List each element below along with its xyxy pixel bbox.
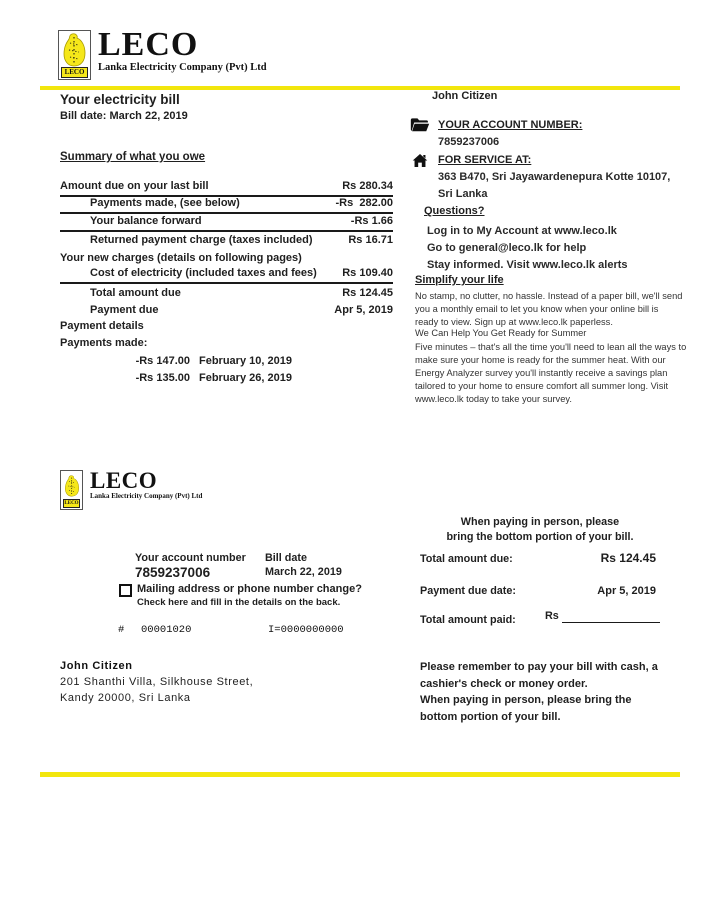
leco-logo-box-label: LECO bbox=[61, 67, 88, 78]
table-row bbox=[60, 179, 393, 197]
table-row bbox=[60, 267, 393, 285]
table-row bbox=[60, 284, 393, 302]
mailing-name: John Citizen bbox=[60, 660, 133, 672]
row-label: Returned payment charge (taxes included) bbox=[90, 234, 313, 246]
row-value: Apr 5, 2019 bbox=[334, 304, 393, 316]
hash-symbol: # bbox=[118, 624, 125, 636]
questions-heading: Questions? bbox=[424, 205, 485, 217]
row-value: -Rs 282.00 bbox=[335, 197, 393, 209]
total-due-row bbox=[420, 551, 656, 565]
summary-table bbox=[60, 179, 393, 319]
total-paid-label: Total amount paid: bbox=[420, 614, 516, 626]
total-due-value: Rs 124.45 bbox=[600, 551, 656, 565]
total-due-label: Total amount due: bbox=[420, 553, 513, 565]
page-title: Your electricity bill bbox=[60, 92, 180, 107]
note-line: cashier's check or money order. bbox=[420, 677, 588, 690]
payment-amount: -Rs 135.00 bbox=[135, 372, 190, 384]
mailing-address-line2: Kandy 20000, Sri Lanka bbox=[60, 692, 191, 704]
row-value: Rs 16.71 bbox=[348, 234, 393, 246]
mailing-address-line1: 201 Shanthi Villa, Silkhouse Street, bbox=[60, 676, 254, 688]
mailing-change-checkbox[interactable] bbox=[119, 584, 132, 597]
stub-account-number: 7859237006 bbox=[135, 565, 211, 580]
account-number-value: 7859237006 bbox=[438, 136, 500, 148]
list-item bbox=[60, 372, 292, 384]
row-value: Rs 124.45 bbox=[342, 286, 393, 299]
note-line: When paying in person, please bring the bbox=[420, 694, 632, 706]
mailing-change-sublabel: Check here and fill in the details on the back. bbox=[137, 597, 341, 608]
questions-item: Go to general@leco.lk for help bbox=[427, 242, 587, 254]
payments-made-heading: Payments made: bbox=[60, 337, 148, 349]
brand-subtitle: Lanka Electricity Company (Pvt) Ltd bbox=[98, 62, 267, 73]
table-row bbox=[60, 249, 393, 267]
row-label: Total amount due bbox=[90, 286, 181, 299]
payment-details-heading: Payment details bbox=[60, 320, 144, 332]
brand-name: LECO bbox=[98, 26, 199, 63]
summer-paragraph: Five minutes – that's all the time you'll need to lean all the ways to make sure your home is ready for the summer heat. With our Energy Analyzer survey you'll instantly receive a savings plan tailored to your home to ensure comfort all summer long. Visit www.leco.lk today to take your survey. bbox=[415, 342, 687, 404]
note-line: bring the bottom portion of your bill. bbox=[446, 531, 634, 543]
payments-list bbox=[60, 355, 292, 389]
bill-date: Bill date: March 22, 2019 bbox=[60, 110, 188, 122]
stub-account-label: Your account number bbox=[135, 552, 246, 564]
bottom-yellow-divider bbox=[40, 772, 680, 777]
simplify-paragraph: No stamp, no clutter, no hassle. Instead of a paper bill, we'll send you a monthly email to let you know when your online bill is ready to view. Sign up at www.leco.lk paperless. bbox=[415, 291, 683, 327]
row-label: Payment due bbox=[90, 304, 159, 316]
row-value: -Rs 1.66 bbox=[350, 214, 393, 227]
summary-heading: Summary of what you owe bbox=[60, 151, 206, 163]
questions-item: Stay informed. Visit www.leco.lk alerts bbox=[427, 259, 628, 271]
summer-heading: We Can Help You Get Ready for Summer bbox=[415, 328, 587, 338]
service-address-line1: 363 B470, Sri Jayawardenepura Kotte 10107, bbox=[438, 171, 671, 183]
questions-item: Log in to My Account at www.leco.lk bbox=[427, 225, 617, 237]
customer-name: John Citizen bbox=[432, 90, 498, 102]
leco-logo bbox=[58, 26, 267, 80]
row-value: Rs 109.40 bbox=[342, 267, 393, 279]
service-address-line2: Sri Lanka bbox=[438, 188, 488, 200]
brand-subtitle: Lanka Electricity Company (Pvt) Ltd bbox=[90, 492, 203, 500]
table-row bbox=[60, 197, 393, 215]
note-line: bottom portion of your bill. bbox=[420, 710, 561, 723]
total-paid-currency: Rs bbox=[545, 610, 559, 622]
total-paid-blank-line[interactable] bbox=[562, 611, 660, 623]
leco-island-icon-small bbox=[60, 470, 83, 510]
service-at-heading: FOR SERVICE AT: bbox=[438, 154, 532, 166]
folder-icon bbox=[410, 117, 430, 133]
row-value: Rs 280.34 bbox=[342, 179, 393, 192]
table-row bbox=[60, 302, 393, 320]
row-label: Your new charges (details on following pages) bbox=[60, 251, 302, 264]
payment-instructions bbox=[420, 659, 675, 725]
leco-logo-box-label: LECO bbox=[64, 501, 79, 506]
house-icon bbox=[412, 153, 432, 169]
payment-due-value: Apr 5, 2019 bbox=[597, 585, 656, 597]
table-row bbox=[60, 214, 393, 232]
payment-date: February 10, 2019 bbox=[199, 355, 292, 367]
top-yellow-divider bbox=[40, 86, 680, 90]
row-label: Amount due on your last bill bbox=[60, 179, 209, 192]
payment-date: February 26, 2019 bbox=[199, 372, 292, 384]
document-number: 00001020 bbox=[141, 624, 192, 636]
table-row bbox=[60, 232, 393, 250]
bring-bottom-portion-note bbox=[415, 515, 665, 545]
stub-bill-date-label: Bill date bbox=[265, 552, 307, 564]
stub-bill-date-value: March 22, 2019 bbox=[265, 566, 342, 578]
account-number-heading: YOUR ACCOUNT NUMBER: bbox=[438, 119, 583, 131]
note-line: Please remember to pay your bill with cash, a bbox=[420, 661, 658, 673]
sri-lanka-island-icon bbox=[64, 473, 80, 499]
leco-logo-small bbox=[60, 470, 202, 510]
simplify-heading: Simplify your life bbox=[415, 274, 504, 286]
sri-lanka-island-icon bbox=[62, 33, 87, 67]
payment-due-row bbox=[420, 585, 656, 597]
row-label: Cost of electricity (included taxes and fees) bbox=[90, 267, 317, 279]
i-number: I=0000000000 bbox=[268, 624, 344, 636]
note-line: When paying in person, please bbox=[460, 516, 620, 528]
brand-name: LECO bbox=[90, 468, 158, 493]
leco-island-icon bbox=[58, 30, 91, 80]
payment-amount: -Rs 147.00 bbox=[135, 355, 190, 367]
row-label: Your balance forward bbox=[90, 214, 202, 227]
total-paid-row bbox=[420, 610, 656, 628]
row-label: Payments made, (see below) bbox=[90, 197, 240, 209]
payment-due-label: Payment due date: bbox=[420, 585, 516, 597]
mailing-change-label: Mailing address or phone number change? bbox=[137, 583, 362, 595]
list-item bbox=[60, 355, 292, 367]
